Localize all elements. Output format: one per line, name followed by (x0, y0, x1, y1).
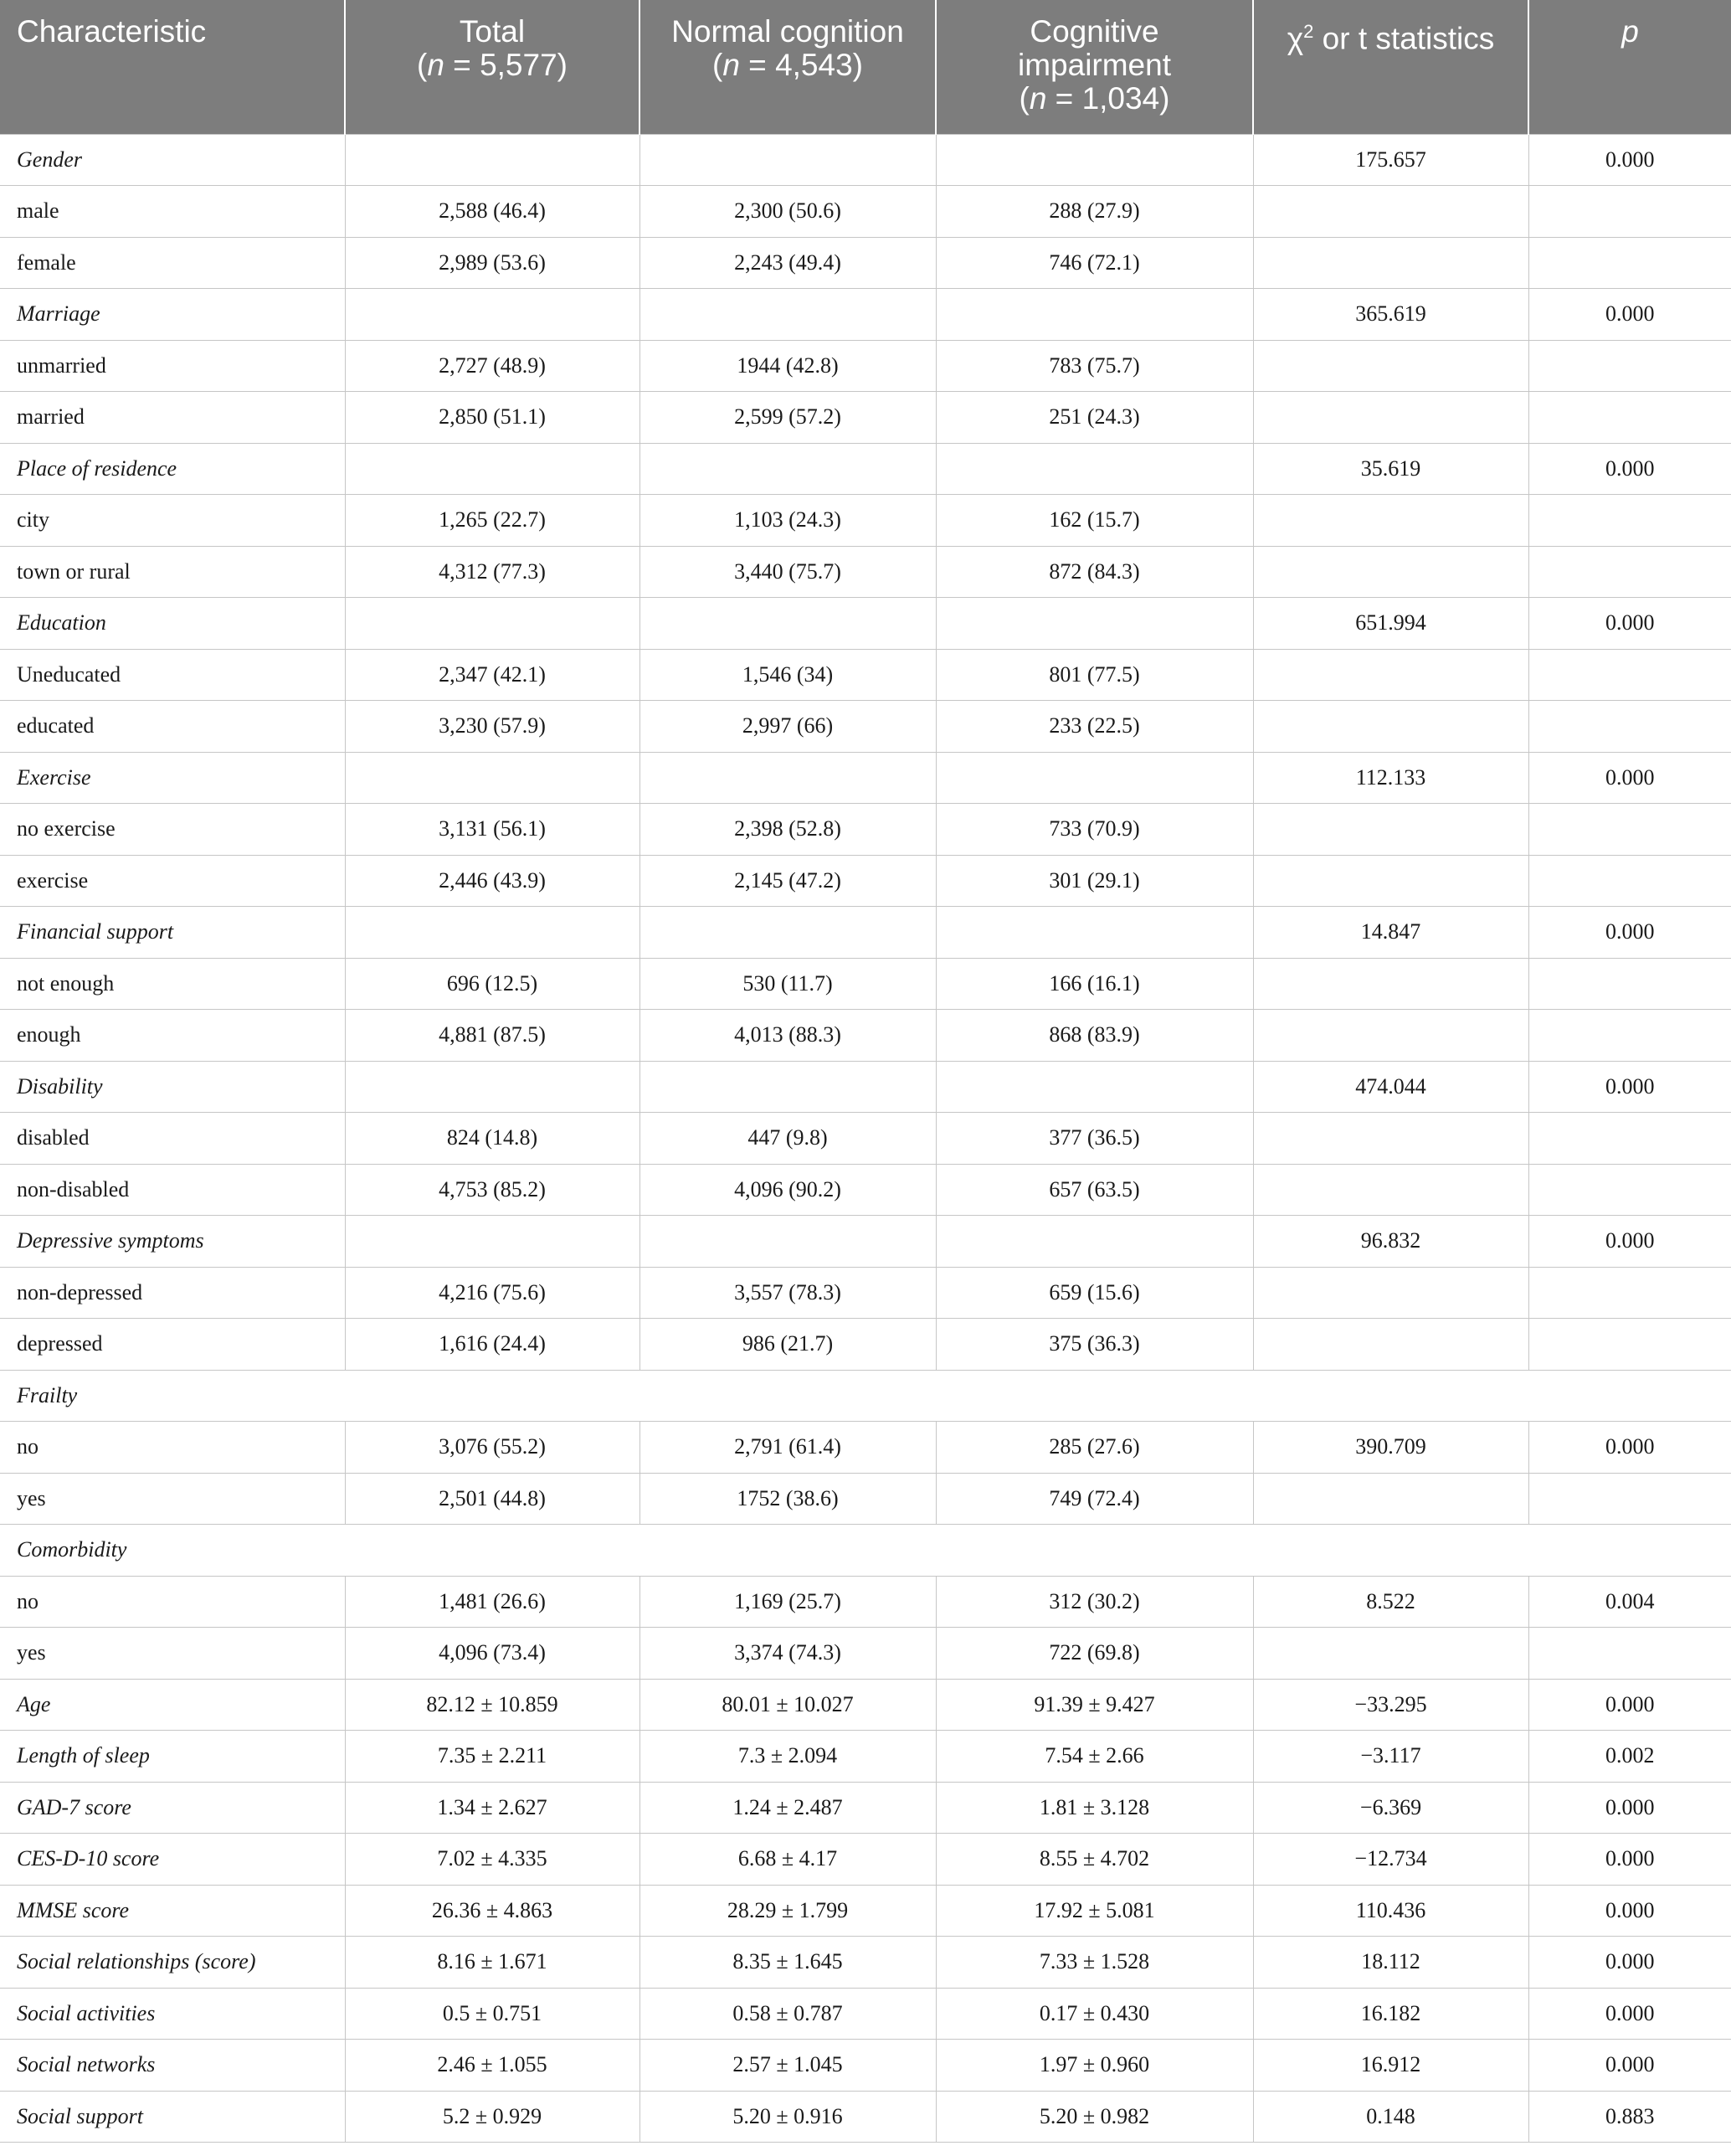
cell-normal-cognition: 3,557 (78.3) (639, 1267, 936, 1319)
cell-cognitive-impairment: 749 (72.4) (936, 1473, 1253, 1525)
header-total-n-value: = 5,577) (444, 48, 568, 82)
cell-normal-cognition: 2,243 (49.4) (639, 237, 936, 289)
cell-normal-cognition (639, 598, 936, 650)
table-row (0, 649, 1731, 701)
cell-p-value: 0.000 (1528, 1988, 1731, 2040)
header-impair-label-1: Cognitive (1030, 14, 1159, 49)
cell-total: 2,501 (44.8) (345, 1473, 639, 1525)
table-row (0, 2040, 1731, 2092)
cell-normal-cognition: 1,103 (24.3) (639, 495, 936, 547)
cell-normal-cognition: 1752 (38.6) (639, 1473, 936, 1525)
cell-total (345, 1216, 639, 1268)
cell-total: 8.16 ± 1.671 (345, 1937, 639, 1989)
row-label: disabled (0, 1113, 345, 1165)
cell-p-value: 0.000 (1528, 1679, 1731, 1731)
cell-total: 4,881 (87.5) (345, 1010, 639, 1062)
cell-cognitive-impairment: 166 (16.1) (936, 958, 1253, 1010)
cell-p-value (1528, 186, 1731, 238)
cell-statistic (1253, 1010, 1528, 1062)
cell-p-value (1528, 1164, 1731, 1216)
cell-p-value (1528, 546, 1731, 598)
header-normal-cognition (639, 0, 936, 134)
table-row (0, 443, 1731, 495)
cell-normal-cognition: 8.35 ± 1.645 (639, 1937, 936, 1989)
header-impair-n-value: = 1,034) (1046, 81, 1170, 116)
cell-normal-cognition (639, 752, 936, 804)
row-label: male (0, 186, 345, 238)
cell-normal-cognition: 986 (21.7) (639, 1319, 936, 1371)
cell-total: 4,753 (85.2) (345, 1164, 639, 1216)
cell-statistic: 96.832 (1253, 1216, 1528, 1268)
cell-p-value: 0.000 (1528, 1834, 1731, 1886)
cell-statistic: 110.436 (1253, 1885, 1528, 1937)
cell-statistic (1253, 804, 1528, 856)
cell-statistic (1253, 958, 1528, 1010)
header-stat-rest: or t statistics (1313, 21, 1495, 56)
cell-total: 2,850 (51.1) (345, 392, 639, 444)
cell-cognitive-impairment: 375 (36.3) (936, 1319, 1253, 1371)
cell-cognitive-impairment: 733 (70.9) (936, 804, 1253, 856)
cell-normal-cognition (639, 1216, 936, 1268)
cell-statistic (1253, 1164, 1528, 1216)
cell-p-value: 0.883 (1528, 2091, 1731, 2143)
cell-statistic (1253, 1319, 1528, 1371)
table-row (0, 1628, 1731, 1680)
table-row (0, 186, 1731, 238)
cell-total: 2,446 (43.9) (345, 855, 639, 907)
row-label: city (0, 495, 345, 547)
table-row (0, 340, 1731, 392)
table-row (0, 1576, 1731, 1628)
cell-cognitive-impairment: 801 (77.5) (936, 649, 1253, 701)
header-cognitive-impairment (936, 0, 1253, 134)
cell-cognitive-impairment: 783 (75.7) (936, 340, 1253, 392)
cell-total: 4,312 (77.3) (345, 546, 639, 598)
cell-total: 2,989 (53.6) (345, 237, 639, 289)
table-row (0, 1113, 1731, 1165)
cell-cognitive-impairment (936, 134, 1253, 186)
table-row (0, 1937, 1731, 1989)
cell-cognitive-impairment: 7.33 ± 1.528 (936, 1937, 1253, 1989)
table-row (0, 495, 1731, 547)
header-total-n-var: n (427, 48, 444, 82)
header-stat-chi: χ (1287, 21, 1304, 56)
cell-total: 824 (14.8) (345, 1113, 639, 1165)
row-label: Exercise (0, 752, 345, 804)
cell-total: 5.2 ± 0.929 (345, 2091, 639, 2143)
cell-cognitive-impairment: 7.54 ± 2.66 (936, 1731, 1253, 1783)
header-normal-n-var: n (722, 48, 740, 82)
header-normal-n-value: = 4,543) (739, 48, 863, 82)
cell-p-value: 0.000 (1528, 134, 1731, 186)
cell-p-value (1528, 495, 1731, 547)
cell-p-value: 0.000 (1528, 598, 1731, 650)
table-row (0, 237, 1731, 289)
table-row (0, 1164, 1731, 1216)
cell-cognitive-impairment (936, 289, 1253, 341)
cell-total: 82.12 ± 10.859 (345, 1679, 639, 1731)
cell-total: 1.34 ± 2.627 (345, 1782, 639, 1834)
cell-cognitive-impairment: 285 (27.6) (936, 1422, 1253, 1474)
cell-total (345, 907, 639, 959)
cell-cognitive-impairment: 17.92 ± 5.081 (936, 1885, 1253, 1937)
cell-total: 7.35 ± 2.211 (345, 1731, 639, 1783)
row-label: non-depressed (0, 1267, 345, 1319)
row-label: Frailty (0, 1370, 1731, 1422)
cell-total: 2,727 (48.9) (345, 340, 639, 392)
cell-p-value: 0.000 (1528, 752, 1731, 804)
cell-p-value (1528, 392, 1731, 444)
cell-normal-cognition: 3,374 (74.3) (639, 1628, 936, 1680)
header-characteristic-label: Characteristic (17, 14, 207, 49)
table-header-row (0, 0, 1731, 134)
cell-statistic: 16.912 (1253, 2040, 1528, 2092)
row-label: depressed (0, 1319, 345, 1371)
cell-statistic (1253, 340, 1528, 392)
row-label: unmarried (0, 340, 345, 392)
table-row (0, 1885, 1731, 1937)
cell-statistic (1253, 855, 1528, 907)
cell-cognitive-impairment (936, 1061, 1253, 1113)
table-row (0, 1473, 1731, 1525)
cell-p-value (1528, 804, 1731, 856)
cell-statistic (1253, 392, 1528, 444)
row-label: enough (0, 1010, 345, 1062)
row-label: Social activities (0, 1988, 345, 2040)
cell-cognitive-impairment: 746 (72.1) (936, 237, 1253, 289)
cell-total (345, 1061, 639, 1113)
row-label: Comorbidity (0, 1525, 1731, 1577)
table-row (0, 134, 1731, 186)
cell-normal-cognition (639, 1061, 936, 1113)
header-impair-n-var: n (1029, 81, 1047, 116)
cell-statistic: 474.044 (1253, 1061, 1528, 1113)
cell-total: 3,076 (55.2) (345, 1422, 639, 1474)
cell-statistic: 35.619 (1253, 443, 1528, 495)
cell-cognitive-impairment: 377 (36.5) (936, 1113, 1253, 1165)
row-label: town or rural (0, 546, 345, 598)
cell-p-value: 0.000 (1528, 907, 1731, 959)
table-row (0, 1010, 1731, 1062)
row-label: Disability (0, 1061, 345, 1113)
row-label: no (0, 1422, 345, 1474)
row-label: Uneducated (0, 649, 345, 701)
cell-cognitive-impairment: 872 (84.3) (936, 546, 1253, 598)
cell-cognitive-impairment: 657 (63.5) (936, 1164, 1253, 1216)
cell-cognitive-impairment: 162 (15.7) (936, 495, 1253, 547)
cell-normal-cognition: 4,096 (90.2) (639, 1164, 936, 1216)
cell-normal-cognition: 6.68 ± 4.17 (639, 1834, 936, 1886)
table-row (0, 1525, 1731, 1577)
cell-statistic: 651.994 (1253, 598, 1528, 650)
cell-normal-cognition: 2,398 (52.8) (639, 804, 936, 856)
cell-statistic: 16.182 (1253, 1988, 1528, 2040)
table-row (0, 752, 1731, 804)
cell-statistic: 365.619 (1253, 289, 1528, 341)
table-row (0, 958, 1731, 1010)
cell-statistic: 14.847 (1253, 907, 1528, 959)
cell-p-value: 0.000 (1528, 1937, 1731, 1989)
cell-normal-cognition (639, 134, 936, 186)
table-row (0, 1422, 1731, 1474)
cell-statistic (1253, 237, 1528, 289)
cell-total: 1,616 (24.4) (345, 1319, 639, 1371)
cell-statistic (1253, 546, 1528, 598)
cell-statistic: 390.709 (1253, 1422, 1528, 1474)
cell-p-value (1528, 1010, 1731, 1062)
cell-total: 1,481 (26.6) (345, 1576, 639, 1628)
cell-total: 696 (12.5) (345, 958, 639, 1010)
cell-total: 26.36 ± 4.863 (345, 1885, 639, 1937)
header-normal-label: Normal cognition (671, 14, 904, 49)
cell-normal-cognition: 28.29 ± 1.799 (639, 1885, 936, 1937)
row-label: not enough (0, 958, 345, 1010)
cell-statistic (1253, 649, 1528, 701)
row-label: educated (0, 701, 345, 753)
header-p (1528, 0, 1731, 134)
row-label: Financial support (0, 907, 345, 959)
cell-total: 3,230 (57.9) (345, 701, 639, 753)
cell-cognitive-impairment: 301 (29.1) (936, 855, 1253, 907)
header-p-label: p (1621, 14, 1639, 49)
row-label: yes (0, 1473, 345, 1525)
cell-statistic (1253, 1113, 1528, 1165)
row-label: GAD-7 score (0, 1782, 345, 1834)
cell-statistic: −33.295 (1253, 1679, 1528, 1731)
table-row (0, 1319, 1731, 1371)
cell-cognitive-impairment: 868 (83.9) (936, 1010, 1253, 1062)
cell-cognitive-impairment (936, 752, 1253, 804)
cell-normal-cognition: 2,300 (50.6) (639, 186, 936, 238)
cell-statistic: −6.369 (1253, 1782, 1528, 1834)
row-label: Education (0, 598, 345, 650)
cell-cognitive-impairment: 312 (30.2) (936, 1576, 1253, 1628)
table-row (0, 1370, 1731, 1422)
cell-statistic: 0.148 (1253, 2091, 1528, 2143)
cell-total (345, 443, 639, 495)
cell-cognitive-impairment: 5.20 ± 0.982 (936, 2091, 1253, 2143)
cell-cognitive-impairment: 1.97 ± 0.960 (936, 2040, 1253, 2092)
cell-total (345, 134, 639, 186)
table-row (0, 701, 1731, 753)
cell-p-value (1528, 1628, 1731, 1680)
header-total-n-prefix: ( (417, 48, 428, 82)
cell-p-value (1528, 958, 1731, 1010)
cell-statistic: 8.522 (1253, 1576, 1528, 1628)
cell-p-value: 0.000 (1528, 1061, 1731, 1113)
row-label: Social relationships (score) (0, 1937, 345, 1989)
cell-p-value (1528, 649, 1731, 701)
row-label: Length of sleep (0, 1731, 345, 1783)
cell-cognitive-impairment (936, 907, 1253, 959)
cell-cognitive-impairment: 659 (15.6) (936, 1267, 1253, 1319)
cell-total (345, 752, 639, 804)
cell-p-value: 0.000 (1528, 1885, 1731, 1937)
table-row (0, 392, 1731, 444)
cell-p-value: 0.000 (1528, 1216, 1731, 1268)
table-row (0, 1834, 1731, 1886)
cell-p-value (1528, 701, 1731, 753)
cell-total: 2,588 (46.4) (345, 186, 639, 238)
table-row (0, 855, 1731, 907)
cell-cognitive-impairment: 1.81 ± 3.128 (936, 1782, 1253, 1834)
cell-statistic (1253, 1473, 1528, 1525)
cell-p-value (1528, 1113, 1731, 1165)
cell-total (345, 289, 639, 341)
cell-cognitive-impairment (936, 598, 1253, 650)
table-row (0, 1782, 1731, 1834)
cell-statistic: 18.112 (1253, 1937, 1528, 1989)
row-label: MMSE score (0, 1885, 345, 1937)
cell-normal-cognition: 80.01 ± 10.027 (639, 1679, 936, 1731)
cell-p-value: 0.000 (1528, 1782, 1731, 1834)
cell-normal-cognition: 3,440 (75.7) (639, 546, 936, 598)
cell-cognitive-impairment (936, 443, 1253, 495)
header-normal-n-prefix: ( (712, 48, 723, 82)
cell-normal-cognition: 2,599 (57.2) (639, 392, 936, 444)
header-impair-label-2: impairment (1018, 48, 1171, 82)
header-impair-n-prefix: ( (1019, 81, 1030, 116)
table-row (0, 1216, 1731, 1268)
cell-statistic: 112.133 (1253, 752, 1528, 804)
header-stat-sup: 2 (1303, 21, 1314, 42)
cell-p-value: 0.000 (1528, 443, 1731, 495)
row-label: Social support (0, 2091, 345, 2143)
row-label: Age (0, 1679, 345, 1731)
cell-normal-cognition (639, 289, 936, 341)
row-label: Place of residence (0, 443, 345, 495)
cell-p-value (1528, 340, 1731, 392)
cell-normal-cognition: 1,546 (34) (639, 649, 936, 701)
cell-normal-cognition: 447 (9.8) (639, 1113, 936, 1165)
cell-p-value (1528, 1267, 1731, 1319)
cell-normal-cognition: 530 (11.7) (639, 958, 936, 1010)
table-row (0, 2091, 1731, 2143)
cell-total: 2.46 ± 1.055 (345, 2040, 639, 2092)
table-row (0, 289, 1731, 341)
table-row (0, 1267, 1731, 1319)
cell-total: 1,265 (22.7) (345, 495, 639, 547)
cell-p-value (1528, 855, 1731, 907)
row-label: yes (0, 1628, 345, 1680)
header-total (345, 0, 639, 134)
cell-p-value: 0.000 (1528, 2040, 1731, 2092)
cell-cognitive-impairment: 8.55 ± 4.702 (936, 1834, 1253, 1886)
cell-p-value (1528, 237, 1731, 289)
header-statistics (1253, 0, 1528, 134)
table-row (0, 1679, 1731, 1731)
table-row (0, 1731, 1731, 1783)
cell-statistic: −12.734 (1253, 1834, 1528, 1886)
cell-p-value: 0.004 (1528, 1576, 1731, 1628)
cell-total: 2,347 (42.1) (345, 649, 639, 701)
row-label: Depressive symptoms (0, 1216, 345, 1268)
cell-total: 7.02 ± 4.335 (345, 1834, 639, 1886)
row-label: Social networks (0, 2040, 345, 2092)
table-row (0, 804, 1731, 856)
cell-cognitive-impairment: 0.17 ± 0.430 (936, 1988, 1253, 2040)
row-label: non-disabled (0, 1164, 345, 1216)
cell-total (345, 598, 639, 650)
cell-total: 4,216 (75.6) (345, 1267, 639, 1319)
cell-statistic: −3.117 (1253, 1731, 1528, 1783)
cell-statistic: 175.657 (1253, 134, 1528, 186)
cell-total: 4,096 (73.4) (345, 1628, 639, 1680)
cell-p-value (1528, 1319, 1731, 1371)
cell-normal-cognition: 1.24 ± 2.487 (639, 1782, 936, 1834)
row-label: exercise (0, 855, 345, 907)
row-label: female (0, 237, 345, 289)
header-total-label: Total (459, 14, 526, 49)
cell-p-value: 0.000 (1528, 289, 1731, 341)
cell-normal-cognition (639, 907, 936, 959)
cell-normal-cognition: 2,997 (66) (639, 701, 936, 753)
cell-total: 0.5 ± 0.751 (345, 1988, 639, 2040)
cell-statistic (1253, 1628, 1528, 1680)
cell-p-value: 0.000 (1528, 1422, 1731, 1474)
cell-cognitive-impairment: 251 (24.3) (936, 392, 1253, 444)
cell-p-value (1528, 1473, 1731, 1525)
cell-normal-cognition: 4,013 (88.3) (639, 1010, 936, 1062)
cell-cognitive-impairment: 233 (22.5) (936, 701, 1253, 753)
table-row (0, 1061, 1731, 1113)
cell-statistic (1253, 701, 1528, 753)
cell-cognitive-impairment (936, 1216, 1253, 1268)
table-row (0, 907, 1731, 959)
row-label: Marriage (0, 289, 345, 341)
cell-normal-cognition: 0.58 ± 0.787 (639, 1988, 936, 2040)
cell-statistic (1253, 1267, 1528, 1319)
cell-normal-cognition: 1944 (42.8) (639, 340, 936, 392)
row-label: CES-D-10 score (0, 1834, 345, 1886)
cell-normal-cognition: 2,145 (47.2) (639, 855, 936, 907)
table-row (0, 1988, 1731, 2040)
cell-cognitive-impairment: 91.39 ± 9.427 (936, 1679, 1253, 1731)
row-label: Gender (0, 134, 345, 186)
table-row (0, 546, 1731, 598)
cell-statistic (1253, 495, 1528, 547)
row-label: no exercise (0, 804, 345, 856)
cell-normal-cognition: 2.57 ± 1.045 (639, 2040, 936, 2092)
cell-cognitive-impairment: 288 (27.9) (936, 186, 1253, 238)
row-label: no (0, 1576, 345, 1628)
cell-cognitive-impairment: 722 (69.8) (936, 1628, 1253, 1680)
table-row (0, 598, 1731, 650)
cell-normal-cognition (639, 443, 936, 495)
cell-normal-cognition: 2,791 (61.4) (639, 1422, 936, 1474)
cell-normal-cognition: 7.3 ± 2.094 (639, 1731, 936, 1783)
cell-total: 3,131 (56.1) (345, 804, 639, 856)
table-body (0, 134, 1731, 2143)
row-label: married (0, 392, 345, 444)
cell-normal-cognition: 1,169 (25.7) (639, 1576, 936, 1628)
cell-p-value: 0.002 (1528, 1731, 1731, 1783)
cell-normal-cognition: 5.20 ± 0.916 (639, 2091, 936, 2143)
header-characteristic (0, 0, 345, 134)
cell-statistic (1253, 186, 1528, 238)
